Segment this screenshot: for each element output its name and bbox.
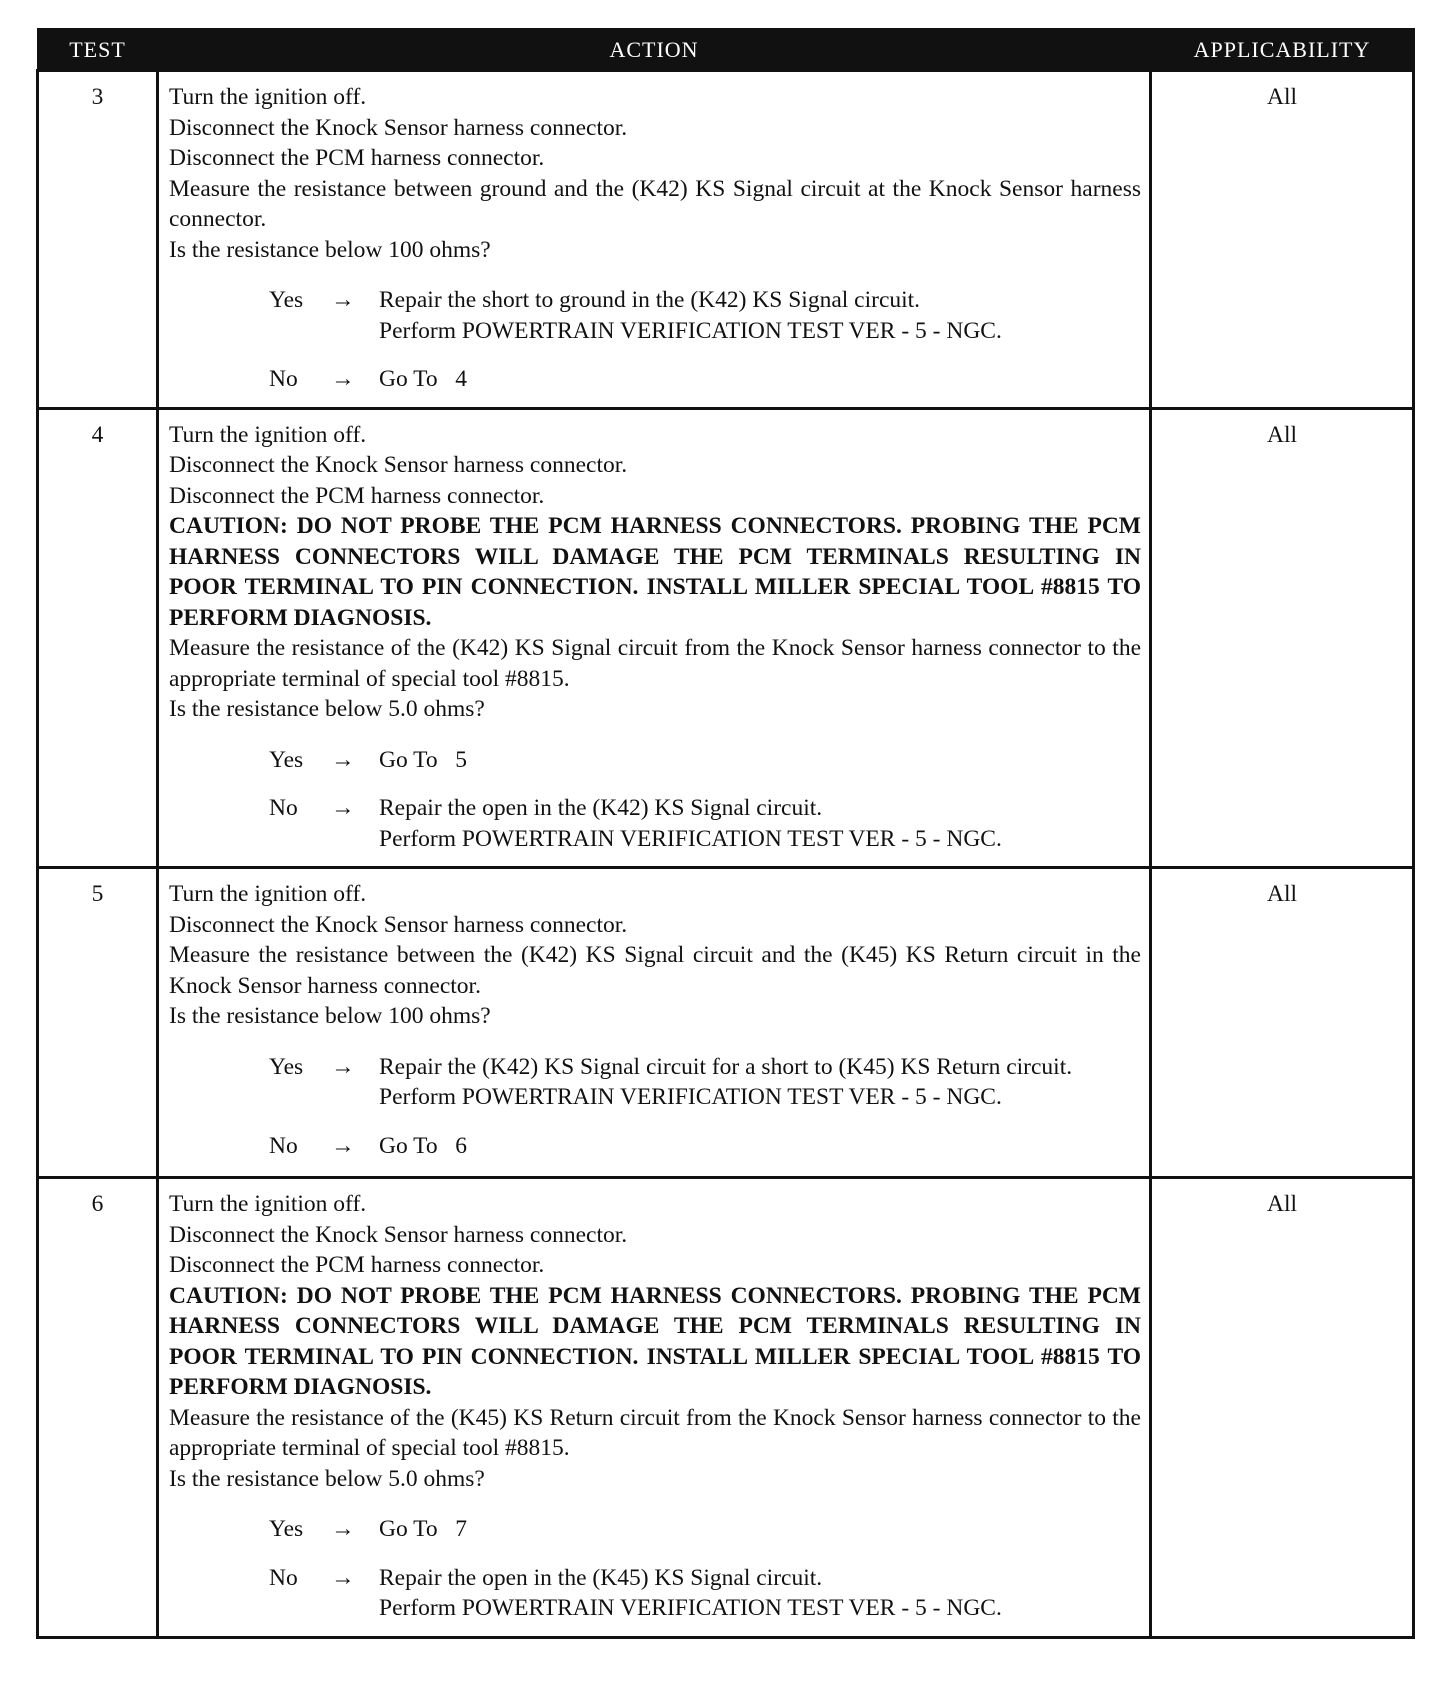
action-step: Turn the ignition off. [169, 84, 367, 110]
arrow-right-icon: → [331, 1132, 355, 1159]
no-label: No [269, 366, 298, 392]
outcome-no [269, 1563, 1141, 1624]
outcome-no [269, 793, 1141, 854]
outcomes [169, 745, 1141, 855]
arrow-right-icon: → [331, 1053, 355, 1080]
arrow-right-icon: → [331, 746, 355, 773]
outcome-line: Perform POWERTRAIN VERIFICATION TEST VER - 5 - NGC. [379, 825, 1002, 852]
outcomes [169, 1514, 1141, 1624]
table-row [38, 408, 1414, 868]
header-action: ACTION [158, 29, 1151, 71]
action-step: Measure the resistance of the (K42) KS Signal circuit from the Knock Sensor harness connector to the appropriate terminal of special tool #8815. [169, 635, 1141, 692]
outcome-line: Perform POWERTRAIN VERIFICATION TEST VER - 5 - NGC. [379, 1084, 1002, 1110]
action-step: Disconnect the Knock Sensor harness connector. [169, 1221, 628, 1248]
table-row [38, 71, 1414, 409]
no-label: No [269, 1564, 298, 1591]
table-row [38, 868, 1414, 1178]
applicability-value: All [1151, 1178, 1414, 1638]
action-cell [158, 71, 1151, 409]
test-number: 3 [38, 71, 158, 409]
action-step: Measure the resistance between the (K42) KS Signal circuit and the (K45) KS Return circuit in the Knock Sensor harness connector. [169, 942, 1141, 999]
test-number: 5 [38, 868, 158, 1178]
outcome-line: Repair the open in the (K42) KS Signal circuit. [379, 795, 823, 821]
outcomes [169, 285, 1141, 395]
outcome-line: Repair the open in the (K45) KS Signal circuit. [379, 1564, 823, 1591]
header-test: TEST [38, 29, 158, 71]
action-step: Disconnect the PCM harness connector. [169, 482, 545, 509]
outcome-text [379, 1131, 1141, 1162]
action-step: Disconnect the PCM harness connector. [169, 145, 545, 171]
no-label: No [269, 1132, 298, 1159]
outcome-text [379, 285, 1141, 346]
action-step: Turn the ignition off. [169, 881, 367, 907]
test-number: 6 [38, 1178, 158, 1638]
action-step: Measure the resistance of the (K45) KS Return circuit from the Knock Sensor harness connector to the appropriate terminal of special tool #8815. [169, 1404, 1141, 1461]
applicability-value: All [1151, 868, 1414, 1178]
outcome-yes [269, 1514, 1141, 1545]
outcome-no [269, 1131, 1141, 1162]
arrow-right-icon: → [331, 795, 355, 821]
yes-label: Yes [269, 746, 304, 773]
caution-text: CAUTION: DO NOT PROBE THE PCM HARNESS CONNECTORS. PROBING THE PCM HARNESS CONNECTORS WILL DAMAGE THE PCM TERMINALS RESULTING IN POOR TERMINAL TO PIN CONNECTION. INSTALL MILLER SPECIAL TOOL #8815 TO PERFORM DIAGNOSIS. [169, 513, 1141, 631]
outcome-text [379, 745, 1141, 776]
arrow-right-icon: → [331, 1564, 355, 1591]
no-label: No [269, 795, 298, 821]
outcomes [169, 1052, 1141, 1162]
outcome-yes [269, 285, 1141, 346]
outcome-no [269, 364, 1141, 395]
outcome-text [379, 364, 1141, 395]
action-question: Is the resistance below 100 ohms? [169, 1003, 491, 1029]
outcome-line: Repair the (K42) KS Signal circuit for a short to (K45) KS Return circuit. [379, 1053, 1073, 1080]
goto-step: Go To 5 [379, 746, 468, 773]
goto-step: Go To 7 [379, 1516, 468, 1542]
action-step: Disconnect the Knock Sensor harness connector. [169, 114, 628, 141]
action-step: Disconnect the Knock Sensor harness connector. [169, 911, 628, 938]
action-question: Is the resistance below 5.0 ohms? [169, 696, 485, 722]
diagnostic-table [36, 28, 1415, 1639]
action-cell [158, 868, 1151, 1178]
goto-step: Go To 6 [379, 1132, 468, 1159]
action-cell [158, 1178, 1151, 1638]
yes-label: Yes [269, 1053, 304, 1080]
outcome-yes [269, 1052, 1141, 1113]
arrow-right-icon: → [331, 287, 355, 313]
action-question: Is the resistance below 5.0 ohms? [169, 1465, 485, 1492]
outcome-yes [269, 745, 1141, 776]
header-applicability: APPLICABILITY [1151, 29, 1414, 71]
outcome-text [379, 793, 1141, 854]
outcome-text [379, 1514, 1141, 1545]
action-step: Turn the ignition off. [169, 421, 367, 448]
outcome-line: Repair the short to ground in the (K42) KS Signal circuit. [379, 287, 921, 313]
action-step: Disconnect the PCM harness connector. [169, 1252, 545, 1278]
outcome-text [379, 1563, 1141, 1624]
applicability-value: All [1151, 408, 1414, 868]
action-step: Turn the ignition off. [169, 1191, 367, 1217]
test-number: 4 [38, 408, 158, 868]
diagnostic-page [36, 28, 1412, 1639]
arrow-right-icon: → [331, 366, 355, 392]
arrow-right-icon: → [331, 1516, 355, 1542]
outcome-text [379, 1052, 1141, 1113]
table-row [38, 1178, 1414, 1638]
action-question: Is the resistance below 100 ohms? [169, 236, 491, 263]
yes-label: Yes [269, 1516, 304, 1542]
goto-step: Go To 4 [379, 366, 468, 392]
outcome-line: Perform POWERTRAIN VERIFICATION TEST VER - 5 - NGC. [379, 1595, 1002, 1621]
table-header-row [38, 29, 1414, 71]
caution-text: CAUTION: DO NOT PROBE THE PCM HARNESS CONNECTORS. PROBING THE PCM HARNESS CONNECTORS WILL DAMAGE THE PCM TERMINALS RESULTING IN POOR TERMINAL TO PIN CONNECTION. INSTALL MILLER SPECIAL TOOL #8815 TO PERFORM DIAGNOSIS. [169, 1282, 1141, 1400]
action-step: Measure the resistance between ground and the (K42) KS Signal circuit at the Knock Sensor harness connector. [169, 175, 1141, 232]
applicability-value: All [1151, 71, 1414, 409]
yes-label: Yes [269, 287, 304, 313]
action-cell [158, 408, 1151, 868]
action-step: Disconnect the Knock Sensor harness connector. [169, 452, 628, 478]
outcome-line: Perform POWERTRAIN VERIFICATION TEST VER - 5 - NGC. [379, 317, 1002, 344]
